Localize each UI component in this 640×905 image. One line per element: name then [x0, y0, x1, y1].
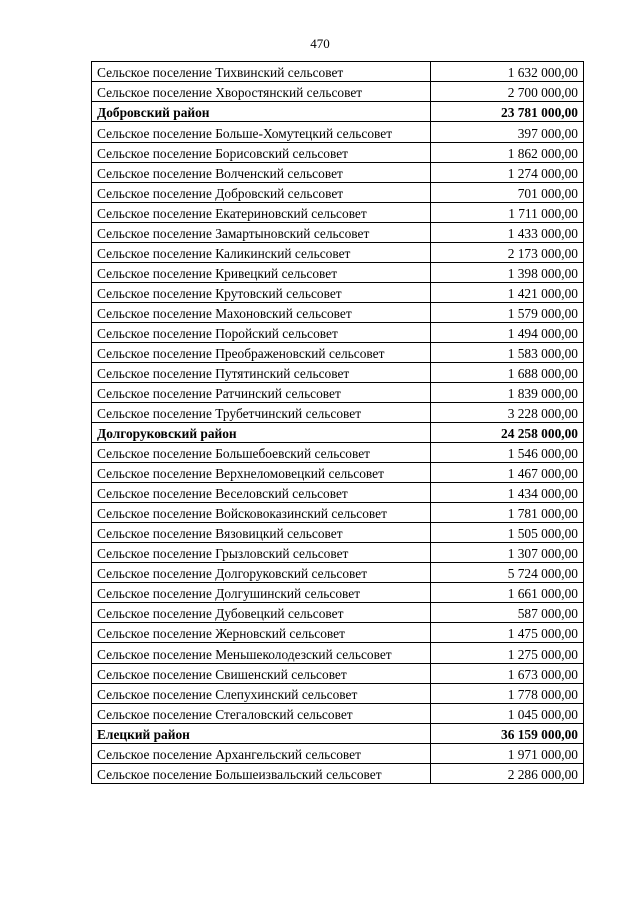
settlement-name-cell: Сельское поселение Жерновский сельсовет	[92, 623, 431, 643]
settlement-row	[92, 343, 584, 363]
settlement-row	[92, 664, 584, 684]
settlement-name-cell: Сельское поселение Долгоруковский сельсовет	[92, 563, 431, 583]
settlement-row	[92, 483, 584, 503]
settlement-name-cell: Сельское поселение Верхнеломовецкий сельсовет	[92, 463, 431, 483]
settlement-row	[92, 623, 584, 643]
settlement-row	[92, 684, 584, 704]
settlement-name-cell: Сельское поселение Свишенский сельсовет	[92, 664, 431, 684]
amount-cell: 1 433 000,00	[431, 223, 584, 243]
settlement-row	[92, 543, 584, 563]
district-row	[92, 102, 584, 122]
settlement-row	[92, 203, 584, 223]
settlement-row	[92, 583, 584, 603]
settlement-row	[92, 503, 584, 523]
district-name-cell: Добровский район	[92, 102, 431, 122]
amount-cell: 1 661 000,00	[431, 583, 584, 603]
settlement-name-cell: Сельское поселение Вязовицкий сельсовет	[92, 523, 431, 543]
amount-cell: 701 000,00	[431, 183, 584, 203]
settlement-name-cell: Сельское поселение Хворостянский сельсовет	[92, 82, 431, 102]
amount-cell: 1 673 000,00	[431, 664, 584, 684]
district-total-cell: 24 258 000,00	[431, 423, 584, 443]
settlement-row	[92, 744, 584, 764]
amount-cell: 1 579 000,00	[431, 303, 584, 323]
settlement-row	[92, 363, 584, 383]
settlement-row	[92, 563, 584, 583]
settlement-name-cell: Сельское поселение Борисовский сельсовет	[92, 143, 431, 163]
amount-cell: 1 546 000,00	[431, 443, 584, 463]
settlement-name-cell: Сельское поселение Дубовецкий сельсовет	[92, 603, 431, 623]
settlement-row	[92, 62, 584, 82]
table-body	[92, 62, 584, 784]
district-row	[92, 423, 584, 443]
budget-allocation-table	[91, 61, 584, 784]
amount-cell: 1 632 000,00	[431, 62, 584, 82]
settlement-name-cell: Сельское поселение Трубетчинский сельсовет	[92, 403, 431, 423]
district-total-cell: 36 159 000,00	[431, 724, 584, 744]
settlement-name-cell: Сельское поселение Стегаловский сельсовет	[92, 704, 431, 724]
settlement-name-cell: Сельское поселение Тихвинский сельсовет	[92, 62, 431, 82]
amount-cell: 397 000,00	[431, 122, 584, 143]
settlement-name-cell: Сельское поселение Грызловский сельсовет	[92, 543, 431, 563]
settlement-name-cell: Сельское поселение Больше-Хомутецкий сельсовет	[92, 122, 431, 143]
amount-cell: 1 505 000,00	[431, 523, 584, 543]
settlement-row	[92, 263, 584, 283]
settlement-row	[92, 303, 584, 323]
amount-cell: 1 434 000,00	[431, 483, 584, 503]
settlement-name-cell: Сельское поселение Ратчинский сельсовет	[92, 383, 431, 403]
district-row	[92, 724, 584, 744]
settlement-row	[92, 463, 584, 483]
settlement-row	[92, 383, 584, 403]
settlement-row	[92, 643, 584, 664]
settlement-name-cell: Сельское поселение Большебоевский сельсовет	[92, 443, 431, 463]
settlement-row	[92, 764, 584, 784]
settlement-row	[92, 704, 584, 724]
settlement-row	[92, 243, 584, 263]
settlement-name-cell: Сельское поселение Веселовский сельсовет	[92, 483, 431, 503]
amount-cell: 1 839 000,00	[431, 383, 584, 403]
amount-cell: 5 724 000,00	[431, 563, 584, 583]
amount-cell: 1 781 000,00	[431, 503, 584, 523]
settlement-name-cell: Сельское поселение Долгушинский сельсовет	[92, 583, 431, 603]
settlement-name-cell: Сельское поселение Махоновский сельсовет	[92, 303, 431, 323]
settlement-name-cell: Сельское поселение Слепухинский сельсовет	[92, 684, 431, 704]
settlement-row	[92, 183, 584, 203]
settlement-name-cell: Сельское поселение Замартыновский сельсовет	[92, 223, 431, 243]
settlement-name-cell: Сельское поселение Путятинский сельсовет	[92, 363, 431, 383]
amount-cell: 1 583 000,00	[431, 343, 584, 363]
settlement-row	[92, 283, 584, 303]
settlement-name-cell: Сельское поселение Волченский сельсовет	[92, 163, 431, 183]
amount-cell: 2 286 000,00	[431, 764, 584, 784]
page-number: 470	[310, 36, 330, 51]
settlement-name-cell: Сельское поселение Архангельский сельсовет	[92, 744, 431, 764]
amount-cell: 1 307 000,00	[431, 543, 584, 563]
amount-cell: 587 000,00	[431, 603, 584, 623]
amount-cell: 1 275 000,00	[431, 643, 584, 664]
settlement-name-cell: Сельское поселение Поройский сельсовет	[92, 323, 431, 343]
settlement-row	[92, 603, 584, 623]
settlement-name-cell: Сельское поселение Екатериновский сельсовет	[92, 203, 431, 223]
settlement-name-cell: Сельское поселение Меньшеколодезский сельсовет	[92, 643, 431, 664]
district-name-cell: Елецкий район	[92, 724, 431, 744]
settlement-name-cell: Сельское поселение Кривецкий сельсовет	[92, 263, 431, 283]
amount-cell: 1 045 000,00	[431, 704, 584, 724]
amount-cell: 3 228 000,00	[431, 403, 584, 423]
amount-cell: 2 173 000,00	[431, 243, 584, 263]
amount-cell: 1 778 000,00	[431, 684, 584, 704]
settlement-row	[92, 82, 584, 102]
amount-cell: 1 398 000,00	[431, 263, 584, 283]
settlement-name-cell: Сельское поселение Преображеновский сельсовет	[92, 343, 431, 363]
settlement-name-cell: Сельское поселение Каликинский сельсовет	[92, 243, 431, 263]
settlement-row	[92, 163, 584, 183]
settlement-name-cell: Сельское поселение Войсковоказинский сельсовет	[92, 503, 431, 523]
amount-cell: 1 862 000,00	[431, 143, 584, 163]
amount-cell: 1 421 000,00	[431, 283, 584, 303]
amount-cell: 1 494 000,00	[431, 323, 584, 343]
settlement-row	[92, 122, 584, 143]
settlement-name-cell: Сельское поселение Крутовский сельсовет	[92, 283, 431, 303]
settlement-row	[92, 143, 584, 163]
amount-cell: 1 688 000,00	[431, 363, 584, 383]
amount-cell: 1 274 000,00	[431, 163, 584, 183]
settlement-name-cell: Сельское поселение Добровский сельсовет	[92, 183, 431, 203]
amount-cell: 1 971 000,00	[431, 744, 584, 764]
settlement-name-cell: Сельское поселение Большеизвальский сельсовет	[92, 764, 431, 784]
amount-cell: 2 700 000,00	[431, 82, 584, 102]
settlement-row	[92, 323, 584, 343]
district-name-cell: Долгоруковский район	[92, 423, 431, 443]
district-total-cell: 23 781 000,00	[431, 102, 584, 122]
settlement-row	[92, 443, 584, 463]
amount-cell: 1 475 000,00	[431, 623, 584, 643]
amount-cell: 1 711 000,00	[431, 203, 584, 223]
amount-cell: 1 467 000,00	[431, 463, 584, 483]
settlement-row	[92, 403, 584, 423]
settlement-row	[92, 523, 584, 543]
settlement-row	[92, 223, 584, 243]
